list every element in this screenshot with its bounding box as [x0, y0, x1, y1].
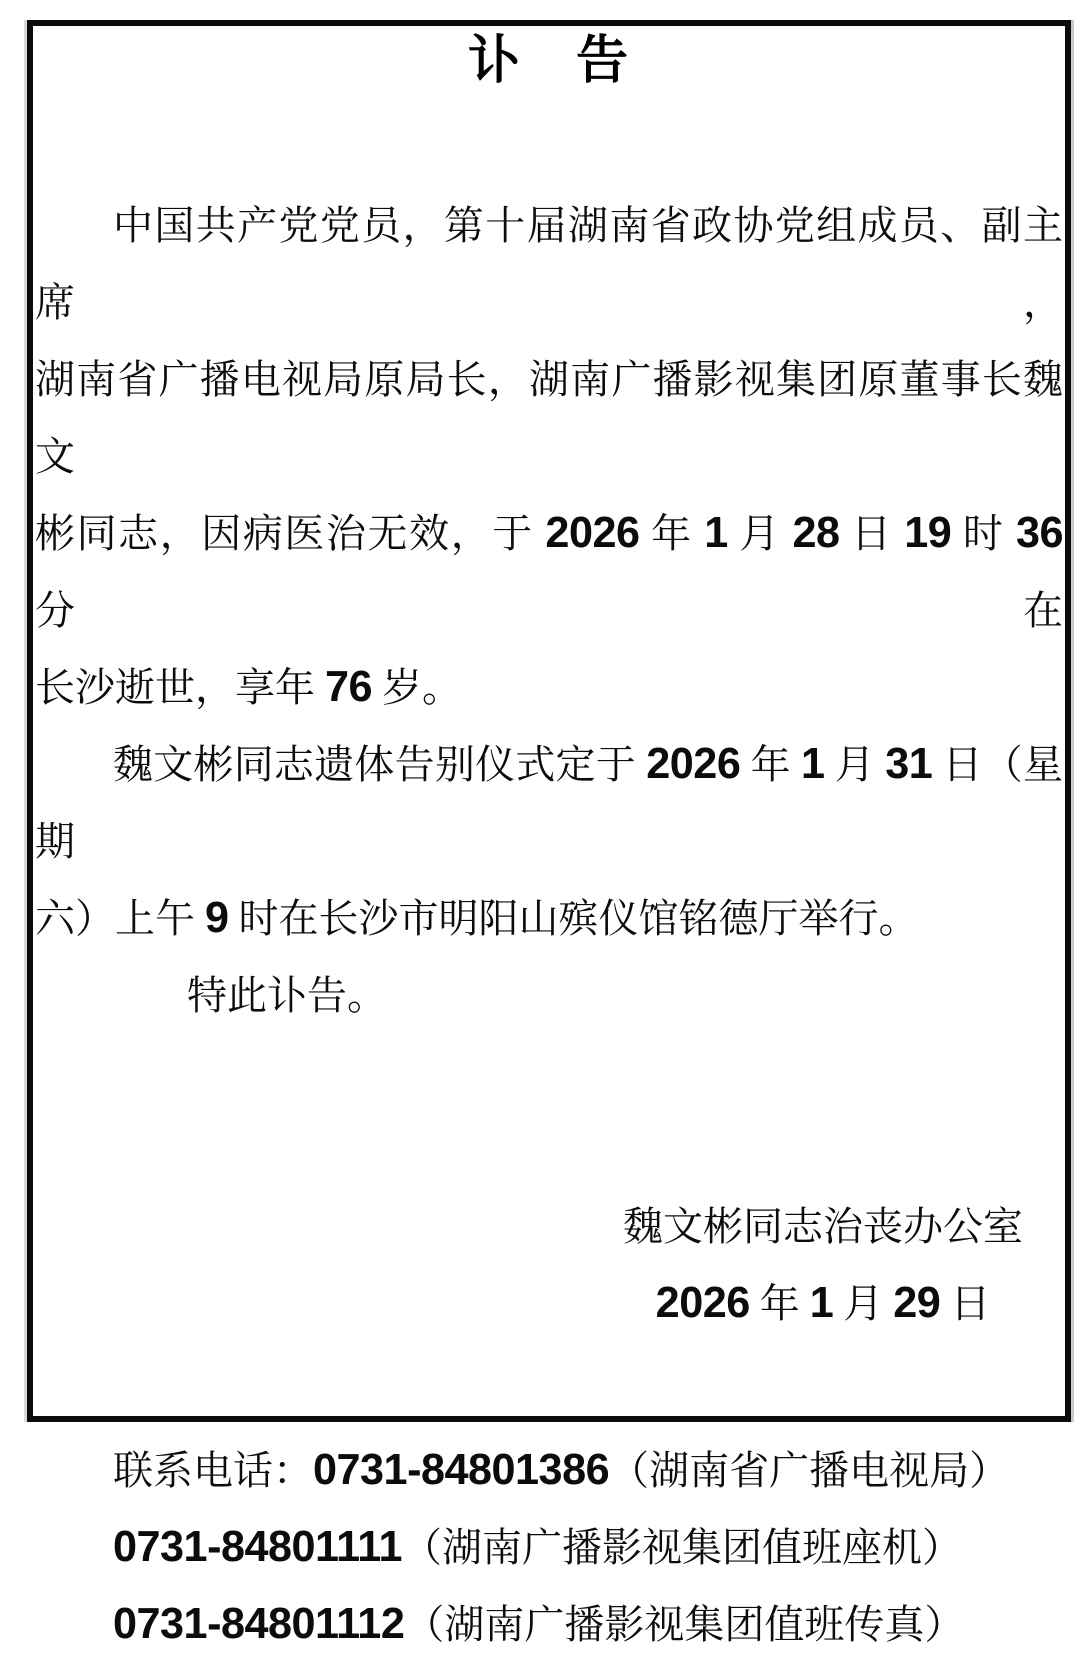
- signature-date: 2026 年 1 月 29 日: [655, 1279, 991, 1327]
- signature-office: 魏文彬同志治丧办公室: [623, 1204, 1023, 1249]
- page-title: 讣 告: [467, 33, 630, 90]
- contact-line-3: 0731-84801112（湖南广播影视集团值班传真）: [113, 1600, 965, 1648]
- document-body: [35, 187, 1063, 1034]
- paragraph1-line4: 长沙逝世，享年 76 岁。: [35, 663, 463, 711]
- contact-line-2: 0731-84801111（湖南广播影视集团值班座机）: [113, 1523, 962, 1571]
- document-border-frame: [27, 20, 1071, 1648]
- paragraph1-line2: 湖南省广播电视局原局长，湖南广播影视集团原董事长魏文: [35, 357, 1063, 479]
- paragraph2-line1: 魏文彬同志遗体告别仪式定于 2026 年 1 月 31 日（星期: [35, 740, 1064, 864]
- paragraph2-line2: 六）上午 9 时在长沙市明阳山殡仪馆铭德厅举行。: [35, 894, 919, 942]
- paragraph1-line3: 彬同志，因病医治无效，于 2026 年 1 月 28 日 19 时 36 分在: [35, 509, 1064, 633]
- contact-section: [35, 1432, 1063, 1663]
- closing-statement: 特此讣告。: [187, 973, 387, 1018]
- contact-line-1: 联系电话：0731-84801386（湖南省广播电视局）: [113, 1446, 1010, 1494]
- sign-off-block: [623, 1188, 1023, 1342]
- paragraph1-line1: 中国共产党党员，第十届湖南省政协党组成员、副主席，: [35, 203, 1063, 325]
